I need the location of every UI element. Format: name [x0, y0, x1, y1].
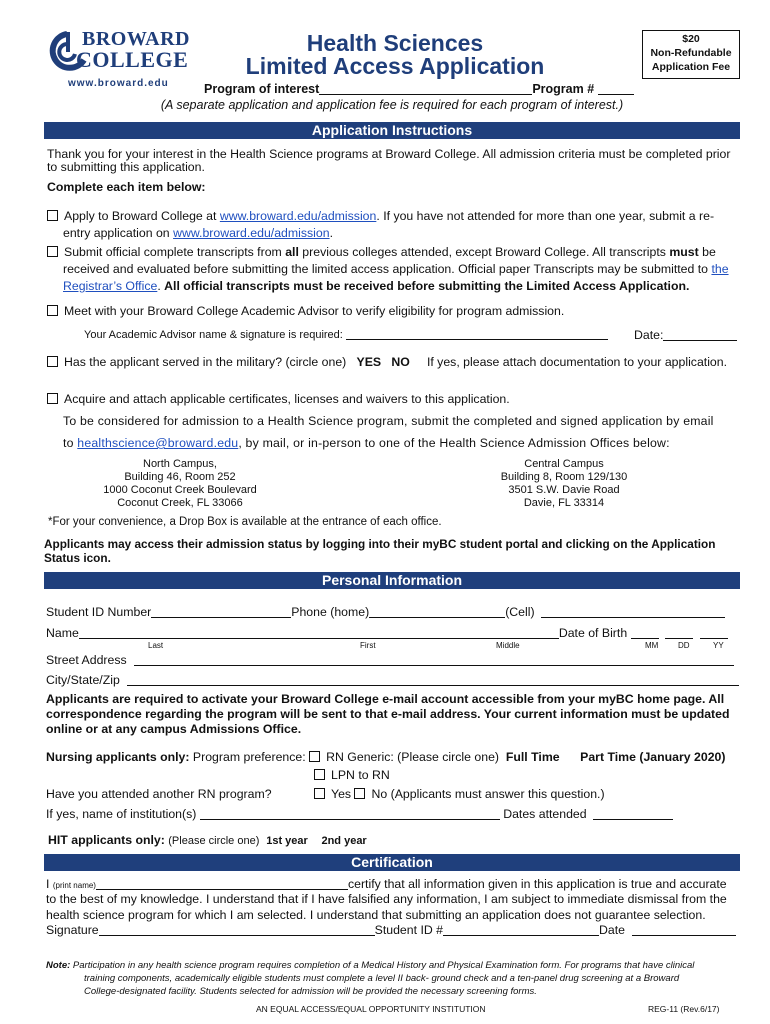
item-military: Has the applicant served in the military? (circle one) YES NO If yes, please attach documentation to your application. — [47, 354, 757, 370]
full-time-option[interactable]: Full Time — [505, 750, 560, 764]
item-transcripts-cont: received and evaluated before submitting the limited access application. Official paper Transcripts may be submitted to the — [63, 262, 729, 276]
checkbox-icon — [47, 210, 58, 221]
section-instructions-heading: Application Instructions — [44, 122, 740, 139]
cert-line3: health science program for which I am selected. I understand that submitting an application does not guarantee selection. — [46, 908, 706, 922]
fee-amount: $20 — [682, 33, 700, 45]
hit-first-year[interactable]: 1st year — [266, 835, 308, 847]
part-time-option[interactable]: Part Time (January 2020) — [580, 750, 726, 764]
row-city: City/State/Zip — [46, 672, 739, 688]
submit-line2: to healthscience@broward.edu, by mail, or in-person to one of the Health Science Admission Offices below: — [63, 436, 670, 450]
central-campus-address: Central Campus Building 8, Room 129/130 3501 S.W. Davie Road Davie, FL 33314 — [500, 458, 628, 509]
logo-name-2: COLLEGE — [76, 47, 189, 72]
logo — [46, 28, 196, 98]
intro-text: Thank you for your interest in the Health Science programs at Broward College. All admission criteria must be completed prior to submitting this application. — [47, 147, 731, 174]
row-institution: If yes, name of institution(s) Dates attended — [46, 806, 673, 822]
row-name: Name Date of Birth — [46, 625, 728, 641]
item-transcripts: Submit official complete transcripts from all previous colleges attended, except Broward College. All transcripts must be — [47, 244, 747, 260]
phone-cell-field[interactable] — [541, 605, 725, 618]
student-id-field[interactable] — [151, 605, 291, 618]
north-campus-address: North Campus, Building 46, Room 252 1000 Coconut Creek Boulevard Coconut Creek, FL 33066 — [103, 458, 257, 509]
dob-yy-field[interactable] — [700, 626, 728, 639]
advisor-date: Date: — [634, 327, 737, 343]
section-certification-heading: Certification — [44, 854, 740, 871]
cert-date-field[interactable] — [632, 923, 736, 936]
signature-field[interactable] — [99, 923, 375, 936]
label-dd: DD — [678, 641, 690, 650]
name-field[interactable] — [79, 626, 559, 639]
checkbox-icon — [47, 393, 58, 404]
cert-line1: I (print name) certify that all information given in this application is true and accurate — [46, 877, 727, 891]
item-apply-cont: entry application on www.broward.edu/admission. — [63, 226, 333, 240]
fee-box — [642, 30, 740, 79]
program-interest-field[interactable] — [319, 82, 532, 95]
label-mm: MM — [645, 641, 659, 650]
page-title-line2: Limited Access Application — [245, 53, 545, 79]
dates-attended-field[interactable] — [593, 807, 673, 820]
program-number-label: Program # — [532, 82, 595, 96]
fee-line1: Non-Refundable — [650, 47, 732, 59]
page-title-line1: Health Sciences — [306, 30, 484, 56]
institution-field[interactable] — [200, 807, 500, 820]
submit-line1: To be considered for admission to a Health Science program, submit the completed and signed application by email — [63, 414, 714, 428]
hit-second-year[interactable]: 2nd year — [321, 835, 367, 847]
row-street: Street Address — [46, 652, 734, 668]
logo-url: www.broward.edu — [68, 78, 169, 89]
dropbox-note: *For your convenience, a Drop Box is available at the entrance of each office. — [48, 516, 442, 528]
checkbox-icon — [47, 356, 58, 367]
advisor-signature-field[interactable] — [346, 327, 608, 340]
military-no[interactable]: NO — [391, 355, 410, 369]
phone-home-field[interactable] — [369, 605, 505, 618]
advisor-date-field[interactable] — [663, 328, 737, 341]
row-hit: HIT applicants only: (Please circle one) 1st year 2nd year — [48, 833, 367, 847]
row-student-id: Student ID Number Phone (home) (Cell) — [46, 604, 725, 620]
advisor-row — [84, 327, 608, 341]
lpn-checkbox[interactable] — [314, 769, 325, 780]
program-number-field[interactable] — [598, 82, 634, 95]
label-first: First — [360, 641, 376, 650]
section-personal-heading: Personal Information — [44, 572, 740, 589]
military-yes[interactable]: YES — [356, 355, 382, 369]
registrar-link-a[interactable]: the — [711, 262, 729, 276]
street-field[interactable] — [134, 653, 734, 666]
row-nursing: Nursing applicants only: Program preference: RN Generic: (Please circle one) Full Time Part Time (January 2020) — [46, 750, 726, 764]
attended-yes-checkbox[interactable] — [314, 788, 325, 799]
label-last: Last — [148, 641, 164, 650]
label-middle: Middle — [496, 641, 520, 650]
status-note: Applicants may access their admission status by logging into their myBC student portal and clicking on the Application Status icon. — [44, 537, 716, 565]
item-advisor: Meet with your Broward College Academic Advisor to verify eligibility for program admission. — [47, 303, 564, 319]
row-attended-label: Have you attended another RN program? — [46, 787, 272, 801]
item-certificates: Acquire and attach applicable certificates, licenses and waivers to this application. — [47, 391, 510, 407]
label-yy: YY — [713, 641, 724, 650]
fee-line2: Application Fee — [651, 61, 731, 73]
program-row — [204, 81, 634, 97]
cert-line2: to the best of my knowledge. I understand that if I have falsified any information, I am subject to immediate dismissal from the — [46, 892, 727, 906]
program-interest-label: Program of interest — [204, 82, 320, 96]
print-name-field[interactable] — [96, 877, 348, 890]
separate-note: (A separate application and application fee is required for each program of interest.) — [160, 98, 624, 112]
dob-dd-field[interactable] — [665, 626, 693, 639]
footer-equal: AN EQUAL ACCESS/EQUAL OPPORTUNITY INSTITUTION — [256, 1004, 486, 1014]
city-field[interactable] — [127, 673, 739, 686]
admission-link-2[interactable]: www.broward.edu/admission — [173, 226, 330, 240]
row-attended-options: Yes No (Applicants must answer this question.) — [314, 786, 605, 802]
cert-signature-row: Signature Student ID # Date — [46, 922, 736, 938]
item-transcripts-cont2: Registrar’s Office. All official transcripts must be received before submitting the Limited Access Application. — [63, 279, 690, 293]
email-link[interactable]: healthscience@broward.edu — [77, 436, 239, 450]
cert-student-id-field[interactable] — [443, 923, 599, 936]
checkbox-icon — [47, 305, 58, 316]
rn-generic-checkbox[interactable] — [309, 751, 320, 762]
complete-label: Complete each item below: — [47, 180, 206, 194]
email-note: Applicants are required to activate your Broward College e-mail account accessible from your myBC home page. All correspondence regarding the program will be sent to that e-mail address. Your current information must be updated online or at any campus Admissions Office. — [46, 692, 730, 736]
admission-link[interactable]: www.broward.edu/admission — [219, 209, 377, 223]
attended-no-checkbox[interactable] — [354, 788, 365, 799]
row-lpn: LPN to RN — [314, 767, 390, 783]
checkbox-icon — [47, 246, 58, 257]
logo-name-1: BROWARD — [82, 28, 190, 50]
registrar-link[interactable]: Registrar’s Office — [63, 279, 158, 293]
footer-rev: REG-11 (Rev.6/17) — [648, 1004, 720, 1014]
item-apply: Apply to Broward College at www.broward.edu/admission. If you have not attended for more than one year, submit a re- — [47, 208, 747, 224]
dob-mm-field[interactable] — [631, 626, 659, 639]
advisor-label: Your Academic Advisor name & signature is required: — [84, 329, 343, 341]
footer-note: Note: Participation in any health science program requires completion of a Medical History and Physical Examination form. For programs that have clinical training components, academically eligible students must complete a level II back- ground check and a ten-panel drug screening at a Broward College-designated facility. Students selected for admission will be provided the necessary screening forms. — [46, 960, 695, 997]
